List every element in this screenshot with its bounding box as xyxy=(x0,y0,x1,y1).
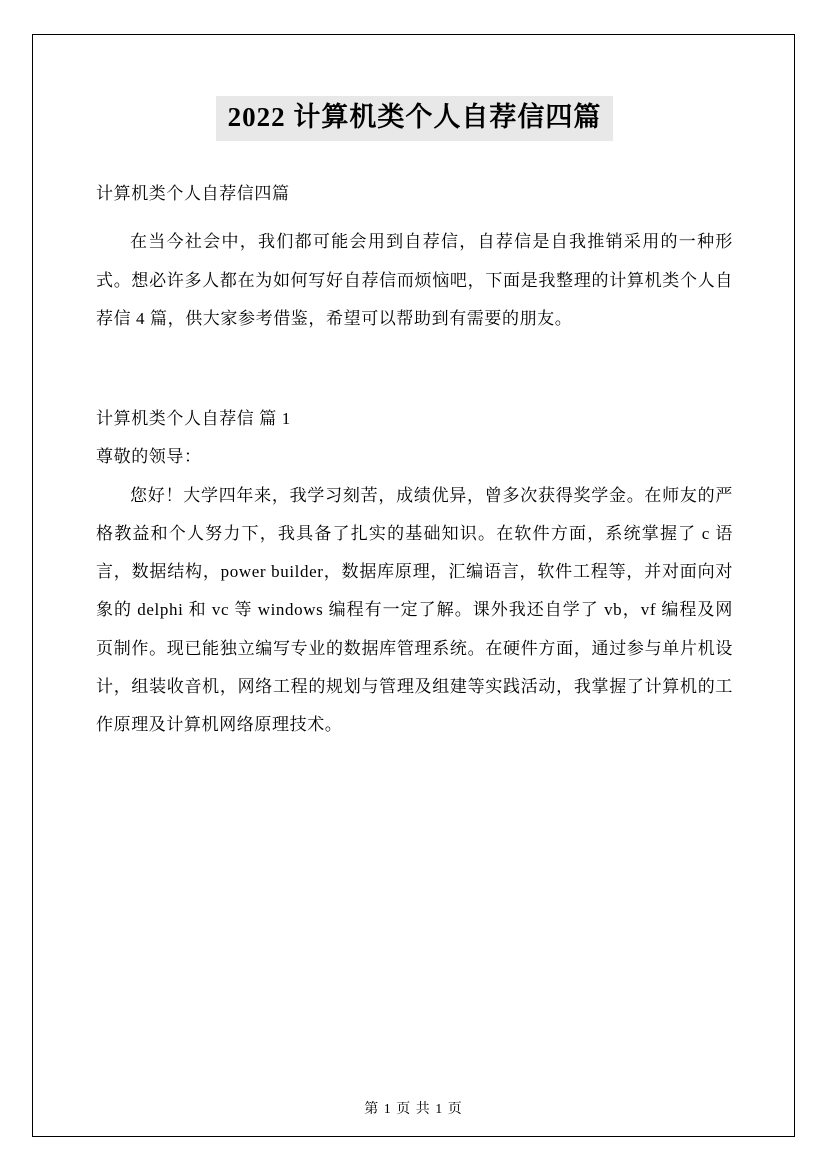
intro-paragraph: 在当今社会中，我们都可能会用到自荐信，自荐信是自我推销采用的一种形式。想必许多人都在为如何写好自荐信而烦恼吧，下面是我整理的计算机类个人自荐信 4 篇，供大家参考借鉴，希望可以帮助到有需要的朋友。 xyxy=(96,232,733,328)
section-title: 计算机类个人自荐信 篇 1 xyxy=(96,409,291,429)
section-spacer xyxy=(96,338,733,400)
page-title: 2022 计算机类个人自荐信四篇 xyxy=(216,96,614,141)
body-paragraph: 您好！大学四年来，我学习刻苦，成绩优异，曾多次获得奖学金。在师友的严格教益和个人努力下，我具备了扎实的基础知识。在软件方面，系统掌握了 c 语言，数据结构，power builder，数据库原理，汇编语言，软件工程等，并对面向对象的 delphi 和 vc 等 windows 编程有一定了解。课外我还自学了 vb，vf 编程及网页制作。现已能独立编写专业的数据库管理系统。在硬件方面，通过参与单片机设计，组装收音机，网络工程的规划与管理及组建等实践活动，我掌握了计算机的工作原理及计算机网络原理技术。 xyxy=(96,485,733,735)
salutation: 尊敬的领导： xyxy=(96,447,202,467)
document-content xyxy=(96,76,733,744)
document-heading-line: 计算机类个人自荐信四篇 xyxy=(96,184,290,204)
page-footer: 第 1 页 共 1 页 xyxy=(364,1102,463,1117)
spacer xyxy=(96,213,733,223)
title-container xyxy=(96,96,733,141)
